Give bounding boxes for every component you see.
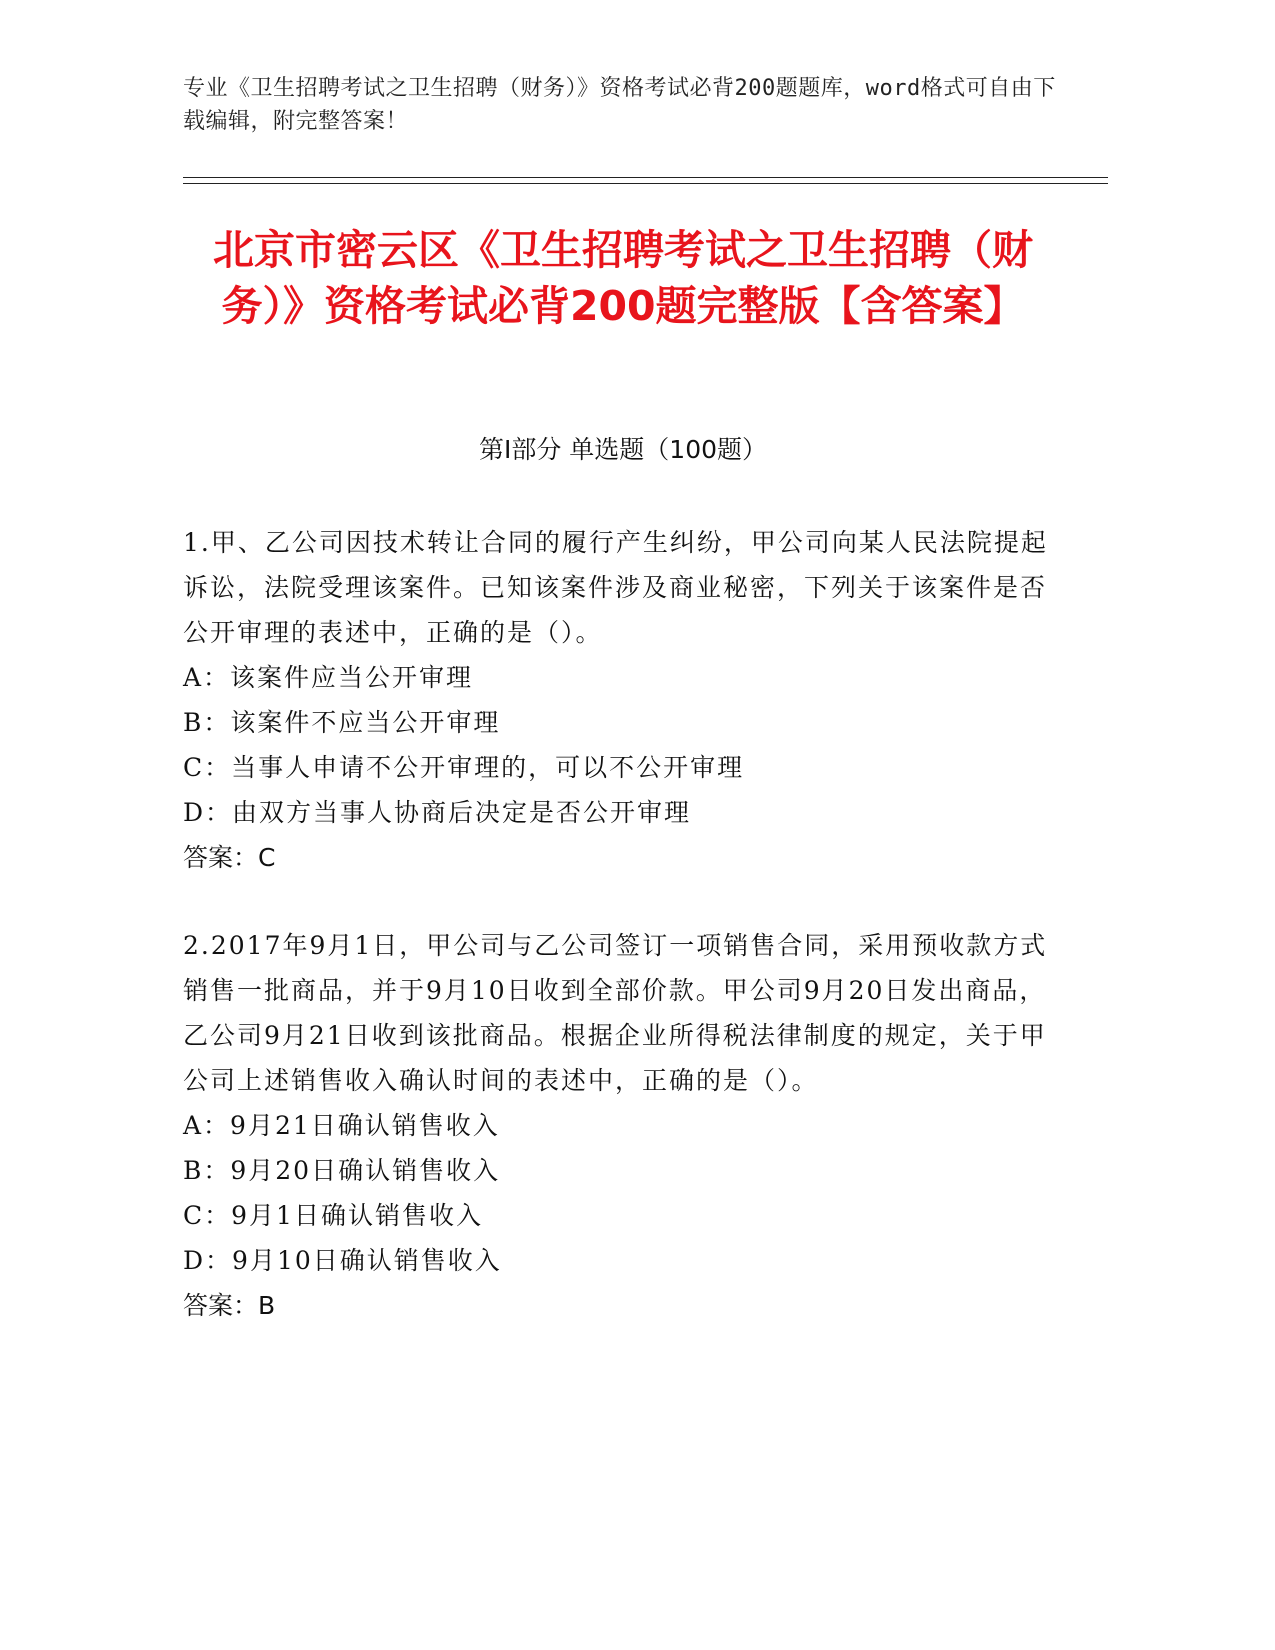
answer-line: 答案：C xyxy=(183,843,276,872)
header-note: 专业《卫生招聘考试之卫生招聘（财务）》资格考试必背200题题库，word格式可自由下载编辑，附完整答案！ xyxy=(183,76,1056,134)
question-stem: 2.2017年9月1日，甲公司与乙公司签订一项销售合同，采用预收款方式销售一批商品，并于9月10日收到全部价款。甲公司9月20日发出商品，乙公司9月21日收到该批商品。根据企业所得税法律制度的规定，关于甲公司上述销售收入确认时间的表述中，正确的是（）。 xyxy=(183,931,1048,1095)
header-divider-top xyxy=(183,177,1108,178)
question-2 xyxy=(183,923,1063,1328)
question-1 xyxy=(183,520,1063,880)
question-stem: 1.甲、乙公司因技术转让合同的履行产生纠纷，甲公司向某人民法院提起诉讼，法院受理该案件。已知该案件涉及商业秘密，下列关于该案件是否公开审理的表述中，正确的是（）。 xyxy=(183,528,1048,647)
option-list xyxy=(183,655,1063,835)
option-list xyxy=(183,1103,1063,1283)
document-title: 北京市密云区《卫生招聘考试之卫生招聘（财务）》资格考试必背200题完整版【含答案】 xyxy=(213,226,1033,330)
header-divider-bottom xyxy=(183,183,1108,184)
option-a: A：9月21日确认销售收入 xyxy=(183,1111,500,1140)
option-d: D：9月10日确认销售收入 xyxy=(183,1246,502,1275)
section-title: 第Ⅰ部分 单选题（100题） xyxy=(478,435,768,464)
option-c: C：9月1日确认销售收入 xyxy=(183,1201,483,1230)
option-c: C：当事人申请不公开审理的，可以不公开审理 xyxy=(183,753,745,782)
answer-line: 答案：B xyxy=(183,1291,276,1320)
option-b: B：9月20日确认销售收入 xyxy=(183,1156,501,1185)
option-a: A：该案件应当公开审理 xyxy=(183,663,474,692)
option-b: B：该案件不应当公开审理 xyxy=(183,708,501,737)
option-d: D：由双方当事人协商后决定是否公开审理 xyxy=(183,798,692,827)
